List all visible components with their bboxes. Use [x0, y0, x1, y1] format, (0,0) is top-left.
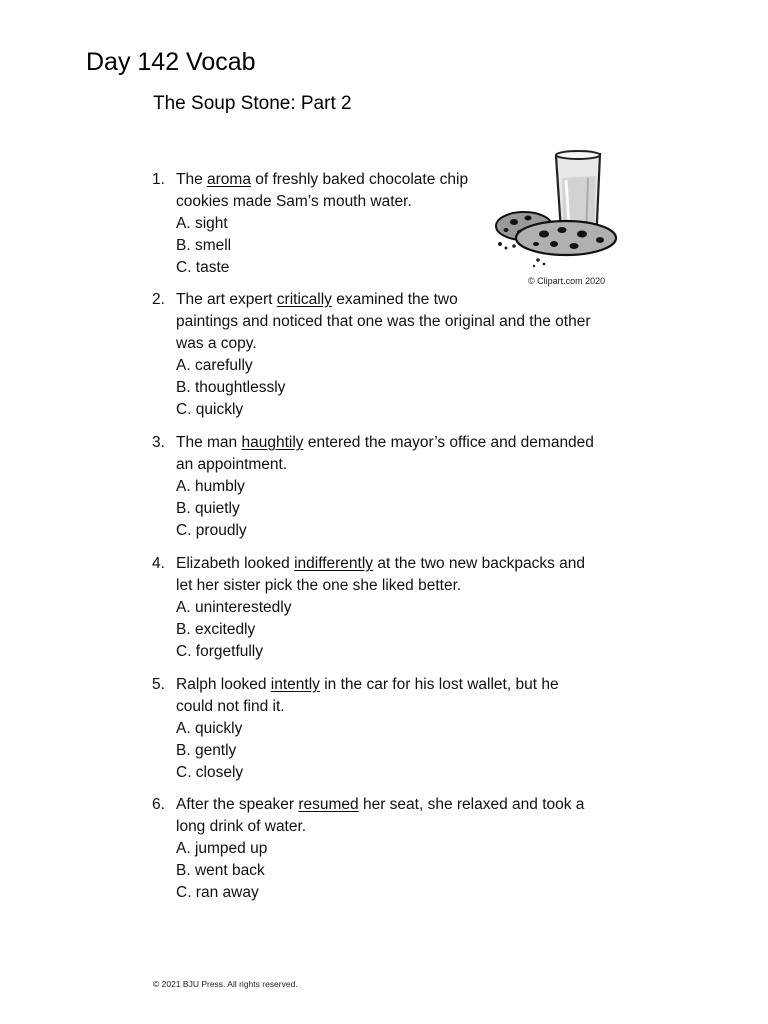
option-a: A. jumped up: [176, 840, 268, 857]
question-text-line: could not find it.: [176, 698, 285, 715]
vocab-word: critically: [276, 291, 332, 308]
option-b: B. quietly: [176, 500, 240, 517]
question-text-pre: The: [176, 171, 208, 188]
question-number: 2.: [152, 291, 165, 308]
question-number: 4.: [152, 555, 165, 572]
option-b: B. thoughtlessly: [176, 379, 286, 396]
question-text-post: examined the two: [331, 291, 458, 308]
question-text: [176, 553, 626, 597]
option-b: B. went back: [176, 862, 265, 879]
option-a: A. carefully: [176, 357, 253, 374]
question-text-pre: Elizabeth looked: [176, 555, 295, 572]
question-text-post: her seat, she relaxed and took a: [358, 796, 585, 813]
option-c: C. taste: [176, 259, 230, 276]
question-number: 3.: [152, 434, 165, 451]
vocab-word: aroma: [207, 171, 251, 188]
question-text: [176, 794, 626, 838]
question-text-post: of freshly baked chocolate chip: [250, 171, 469, 188]
option-c: C. forgetfully: [176, 643, 264, 660]
option-b: B. gently: [176, 742, 237, 759]
page-subtitle: The Soup Stone: Part 2: [153, 93, 352, 114]
vocab-word: haughtily: [241, 434, 304, 451]
vocab-word: resumed: [298, 796, 359, 813]
question-text-line: an appointment.: [176, 456, 288, 473]
question-number: 1.: [152, 171, 165, 188]
question-text-line: let her sister pick the one she liked better.: [176, 577, 462, 594]
option-c: C. proudly: [176, 522, 247, 539]
question-6: [152, 794, 626, 904]
question-text-pre: The art expert: [176, 291, 277, 308]
option-a: A. humbly: [176, 478, 245, 495]
question-text: [176, 289, 646, 355]
option-c: C. closely: [176, 764, 244, 781]
question-text-post: entered the mayor’s office and demanded: [303, 434, 594, 451]
question-3: [152, 432, 626, 542]
question-text-line: cookies made Sam’s mouth water.: [176, 193, 412, 210]
question-text: [176, 169, 626, 213]
vocab-word: indifferently: [294, 555, 374, 572]
option-a: A. quickly: [176, 720, 243, 737]
question-text-post: at the two new backpacks and: [373, 555, 586, 572]
question-5: [152, 674, 626, 784]
question-text-pre: Ralph looked: [176, 676, 271, 693]
question-4: [152, 553, 626, 663]
question-text: [176, 674, 626, 718]
vocab-word: intently: [270, 676, 320, 693]
question-text-post: in the car for his lost wallet, but he: [319, 676, 559, 693]
option-b: B. excitedly: [176, 621, 256, 638]
question-text: [176, 432, 626, 476]
question-text-pre: After the speaker: [176, 796, 299, 813]
question-1: [152, 169, 626, 279]
option-c: C. ran away: [176, 884, 259, 901]
question-text-line: long drink of water.: [176, 818, 307, 835]
question-text-line: was a copy.: [176, 335, 257, 352]
question-2: [152, 289, 646, 421]
question-text-line: paintings and noticed that one was the original and the other: [176, 313, 591, 330]
clipart-credit: © Clipart.com 2020: [528, 276, 606, 286]
page-title: Day 142 Vocab: [86, 48, 256, 76]
footer-copyright: © 2021 BJU Press. All rights reserved.: [153, 979, 298, 989]
question-number: 5.: [152, 676, 165, 693]
option-a: A. uninterestedly: [176, 599, 292, 616]
option-b: B. smell: [176, 237, 232, 254]
question-number: 6.: [152, 796, 165, 813]
option-c: C. quickly: [176, 401, 244, 418]
option-a: A. sight: [176, 215, 228, 232]
question-text-pre: The man: [176, 434, 242, 451]
